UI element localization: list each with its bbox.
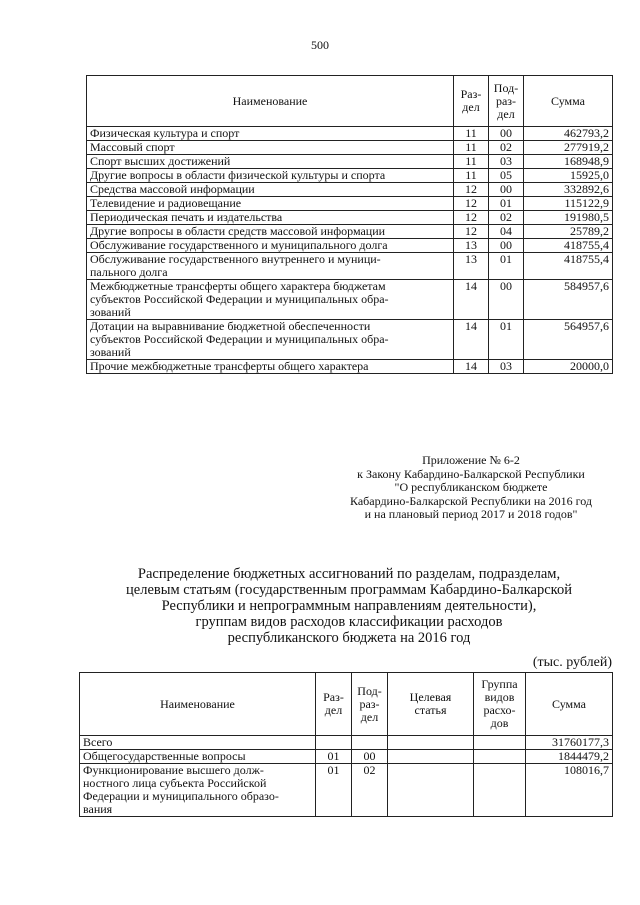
row-target <box>388 750 474 764</box>
row-subsection: 00 <box>489 280 524 320</box>
row-section: 12 <box>454 211 489 225</box>
row-subsection: 05 <box>489 169 524 183</box>
table-row <box>87 239 613 253</box>
table-row <box>87 211 613 225</box>
appendix-line: Кабардино-Балкарской Республики на 2016 год <box>350 493 592 508</box>
row-name: Общегосударственные вопросы <box>80 750 316 764</box>
row-section: 14 <box>454 320 489 360</box>
header-group: Группа видов расхо- дов <box>474 673 526 736</box>
row-amount: 1844479,2 <box>526 750 613 764</box>
row-section: 13 <box>454 239 489 253</box>
appendix-header <box>330 454 612 522</box>
row-subsection: 03 <box>489 360 524 374</box>
row-name: Средства массовой информации <box>87 183 454 197</box>
table-row <box>87 253 613 280</box>
row-subsection: 02 <box>352 764 388 817</box>
row-name: Обслуживание государственного внутреннего и муници- пального долга <box>87 253 454 280</box>
header-subsection: Под- раз- дел <box>352 673 388 736</box>
header-name: Наименование <box>80 673 316 736</box>
row-section: 12 <box>454 183 489 197</box>
row-amount: 25789,2 <box>524 225 613 239</box>
row-amount: 462793,2 <box>524 127 613 141</box>
row-section: 11 <box>454 127 489 141</box>
header-amount: Сумма <box>524 76 613 127</box>
row-amount: 31760177,3 <box>526 736 613 750</box>
table-row <box>87 127 613 141</box>
row-subsection: 00 <box>489 183 524 197</box>
row-name: Обслуживание государственного и муниципального долга <box>87 239 454 253</box>
table-header-row <box>87 76 613 127</box>
appendix-line: и на плановый период 2017 и 2018 годов" <box>364 507 578 521</box>
document-title <box>86 566 612 646</box>
table-row <box>87 169 613 183</box>
budget-table-continued <box>86 75 613 374</box>
appendix-line: "О республиканском бюджете <box>394 480 548 494</box>
row-name: Дотации на выравнивание бюджетной обеспеченности субъектов Российской Федерации и муниципальных обра- зований <box>87 320 454 360</box>
row-amount: 584957,6 <box>524 280 613 320</box>
header-subsection: Под- раз- дел <box>489 76 524 127</box>
row-section: 12 <box>454 197 489 211</box>
row-amount: 332892,6 <box>524 183 613 197</box>
row-subsection: 01 <box>489 320 524 360</box>
row-subsection: 02 <box>489 211 524 225</box>
appendix-line: Приложение № 6-2 <box>422 453 520 467</box>
row-subsection: 00 <box>489 127 524 141</box>
row-amount: 191980,5 <box>524 211 613 225</box>
table-row <box>87 155 613 169</box>
title-line: республиканского бюджета на 2016 год <box>227 630 471 646</box>
row-name: Прочие межбюджетные трансферты общего характера <box>87 360 454 374</box>
row-subsection <box>352 736 388 750</box>
row-section: 13 <box>454 253 489 280</box>
row-section <box>316 736 352 750</box>
header-section: Раз- дел <box>454 76 489 127</box>
title-line: Республики и непрограммным направлениям деятельности), <box>161 598 537 614</box>
row-section: 11 <box>454 169 489 183</box>
row-subsection: 01 <box>489 253 524 280</box>
page-number: 500 <box>311 38 329 52</box>
row-name: Всего <box>80 736 316 750</box>
row-name: Периодическая печать и издательства <box>87 211 454 225</box>
row-subsection: 04 <box>489 225 524 239</box>
row-group <box>474 736 526 750</box>
row-subsection: 03 <box>489 155 524 169</box>
row-target <box>388 736 474 750</box>
row-amount: 418755,4 <box>524 239 613 253</box>
row-name: Межбюджетные трансферты общего характера бюджетам субъектов Российской Федерации и муниципальных обра- зований <box>87 280 454 320</box>
budget-allocation-table <box>79 672 613 817</box>
row-section: 14 <box>454 280 489 320</box>
table-body <box>87 127 613 374</box>
table-row <box>80 736 613 750</box>
row-name: Массовый спорт <box>87 141 454 155</box>
row-group <box>474 750 526 764</box>
row-amount: 418755,4 <box>524 253 613 280</box>
row-name: Физическая культура и спорт <box>87 127 454 141</box>
table-row <box>87 197 613 211</box>
row-amount: 115122,9 <box>524 197 613 211</box>
row-name: Спорт высших достижений <box>87 155 454 169</box>
title-line: Распределение бюджетных ассигнований по разделам, подразделам, <box>137 566 561 582</box>
row-subsection: 00 <box>489 239 524 253</box>
table-row <box>80 750 613 764</box>
table-row <box>87 360 613 374</box>
header-name: Наименование <box>87 76 454 127</box>
row-name: Функционирование высшего долж- ностного лица субъекта Российской Федерации и муниципального образо- вания <box>80 764 316 817</box>
row-name: Телевидение и радиовещание <box>87 197 454 211</box>
row-section: 01 <box>316 750 352 764</box>
row-amount: 168948,9 <box>524 155 613 169</box>
table-row <box>80 764 613 817</box>
table-row <box>87 320 613 360</box>
row-group <box>474 764 526 817</box>
row-amount: 20000,0 <box>524 360 613 374</box>
row-amount: 15925,0 <box>524 169 613 183</box>
row-subsection: 00 <box>352 750 388 764</box>
table-row <box>87 141 613 155</box>
row-section: 14 <box>454 360 489 374</box>
table-row <box>87 225 613 239</box>
title-line: группам видов расходов классификации расходов <box>195 614 503 630</box>
row-subsection: 02 <box>489 141 524 155</box>
row-section: 01 <box>316 764 352 817</box>
row-section: 11 <box>454 141 489 155</box>
row-amount: 108016,7 <box>526 764 613 817</box>
header-amount: Сумма <box>526 673 613 736</box>
header-section: Раз- дел <box>316 673 352 736</box>
row-name: Другие вопросы в области средств массовой информации <box>87 225 454 239</box>
title-line: целевым статьям (государственным программам Кабардино-Балкарской <box>126 582 572 598</box>
row-section: 11 <box>454 155 489 169</box>
row-name: Другие вопросы в области физической культуры и спорта <box>87 169 454 183</box>
header-target: Целевая статья <box>388 673 474 736</box>
table-header-row <box>80 673 613 736</box>
row-amount: 564957,6 <box>524 320 613 360</box>
row-subsection: 01 <box>489 197 524 211</box>
table-row <box>87 183 613 197</box>
unit-note: (тыс. рублей) <box>532 655 612 670</box>
appendix-line: к Закону Кабардино-Балкарской Республики <box>357 466 585 481</box>
table-body <box>80 736 613 817</box>
row-section: 12 <box>454 225 489 239</box>
row-target <box>388 764 474 817</box>
row-amount: 277919,2 <box>524 141 613 155</box>
table-row <box>87 280 613 320</box>
